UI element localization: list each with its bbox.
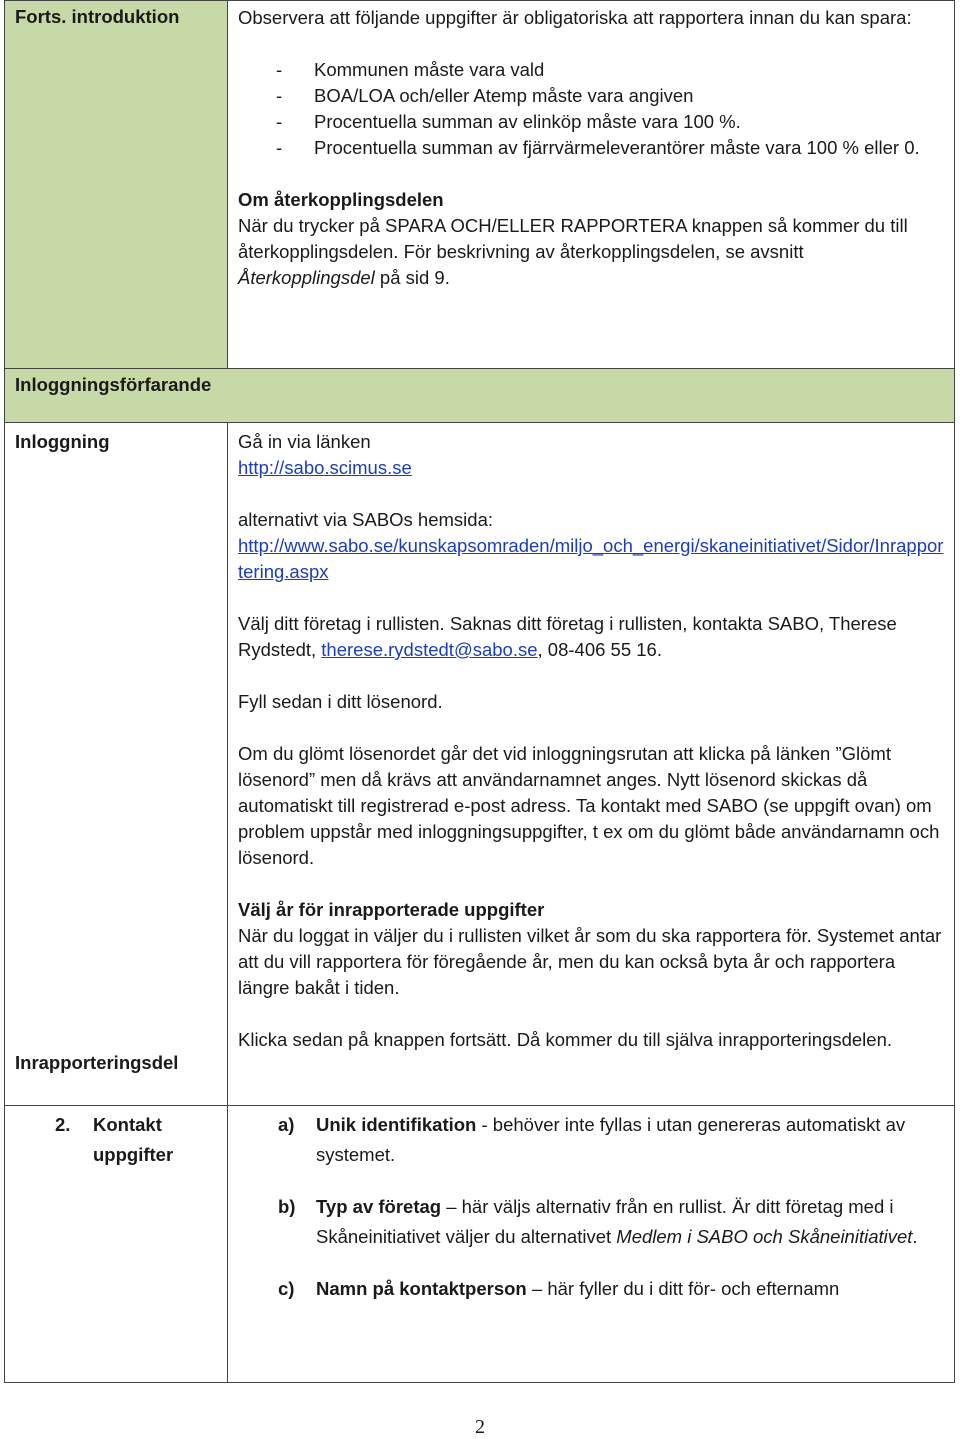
list-item: c) Namn på kontaktperson – här fyller du i ditt för- och efternamn xyxy=(278,1278,840,1299)
report-section-title: Inrapporteringsdel xyxy=(15,1052,179,1073)
list-item: b) Typ av företag – här väljs alternativ från en rullist. Är ditt företag med i Skåneinitiativet väljer du alternativet Medlem i SABO och Skåneinitiativet. xyxy=(278,1196,918,1247)
sabo-homepage-link[interactable]: http://www.sabo.se/kunskapsomraden/miljo_och_energi/skaneinitiativet/Sidor/Inrapportering.aspx xyxy=(238,535,944,582)
year-heading: Välj år för inrapporterade uppgifter xyxy=(238,899,545,920)
list-item: a) Unik identifikation - behöver inte fyllas i utan genereras automatiskt av systemet. xyxy=(278,1114,906,1165)
continue-text: Klicka sedan på knappen fortsätt. Då kommer du till själva inrapporteringsdelen. xyxy=(238,1029,893,1050)
password-text: Fyll sedan i ditt lösenord. xyxy=(238,691,443,712)
login-section-header xyxy=(5,369,955,423)
login-label-cell xyxy=(5,423,228,1106)
contact-label: 2. Kontakt uppgifter xyxy=(5,1106,227,1170)
contact-number: 2. xyxy=(55,1114,71,1135)
feedback-heading: Om återkopplingsdelen xyxy=(238,189,444,210)
page-number: 2 xyxy=(475,1416,485,1438)
feedback-text: När du trycker på SPARA OCH/ELLER RAPPORTERA knappen så kommer du till återkopplingsdelen. För beskrivning av återkopplingsdelen, se avsnitt Återkopplingsdel på sid 9. xyxy=(238,215,908,288)
login-label: Inloggning xyxy=(15,431,110,452)
login-section-title: Inloggningsförfarande xyxy=(15,374,212,395)
contact-label-cell xyxy=(5,1106,228,1383)
intro-label-cell xyxy=(5,1,228,369)
list-item: - Procentuella summan av fjärrvärmeleverantörer måste vara 100 % eller 0. xyxy=(276,135,944,161)
list-item: - Procentuella summan av elinköp måste vara 100 %. xyxy=(276,109,944,135)
list-item: - BOA/LOA och/eller Atemp måste vara angiven xyxy=(276,83,944,109)
go-via-text: Gå in via länken xyxy=(238,431,371,452)
list-item: - Kommunen måste vara vald xyxy=(276,57,944,83)
login-content-cell xyxy=(228,423,955,1106)
email-link[interactable]: therese.rydstedt@sabo.se xyxy=(321,639,538,660)
alt-via-text: alternativt via SABOs hemsida: xyxy=(238,509,493,530)
document-table xyxy=(4,0,955,1383)
choose-company-text: Välj ditt företag i rullisten. Saknas ditt företag i rullisten, kontakta SABO, Therese Rydstedt, therese.rydstedt@sabo.se, 08-406 55 16. xyxy=(238,613,897,660)
year-text: När du loggat in väljer du i rullisten vilket år som du ska rapportera för. Systemet antar att du vill rapportera för föregående år, men du kan också byta år och rapportera längre bakåt i tiden. xyxy=(238,925,942,998)
feedback-section-ref: Återkopplingsdel xyxy=(238,267,375,288)
intro-label: Forts. introduktion xyxy=(15,6,180,27)
forgot-password-text: Om du glömt lösenordet går det vid inloggningsrutan att klicka på länken ”Glömt lösenord” men då krävs att användarnamnet anges. Nytt lösenord skickas då automatiskt till registrerad e-post adress. Ta kontakt med SABO (se uppgift ovan) om problem uppstår med inloggningsuppgifter, t ex om du glömt både användarnamn och lösenord. xyxy=(238,743,940,868)
contact-content-cell xyxy=(228,1106,955,1383)
intro-paragraph: Observera att följande uppgifter är obligatoriska att rapportera innan du kan spara: xyxy=(238,7,912,28)
required-fields-list xyxy=(238,57,944,161)
contact-fields-list xyxy=(238,1110,944,1304)
intro-content-cell xyxy=(228,1,955,369)
sabo-scimus-link[interactable]: http://sabo.scimus.se xyxy=(238,457,412,478)
